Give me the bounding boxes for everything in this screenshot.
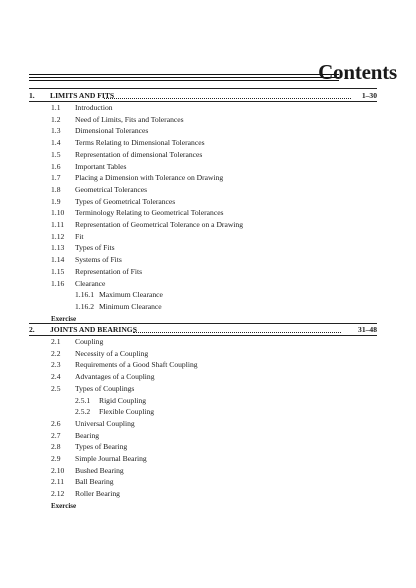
section-number: 2.6 xyxy=(51,418,61,428)
chapter-divider xyxy=(29,335,377,336)
section-title: Important Tables xyxy=(75,161,127,171)
section-title: Dimensional Tolerances xyxy=(75,126,149,136)
chapter-title: LIMITS AND FITS xyxy=(50,91,115,100)
section-number: 1.8 xyxy=(51,184,61,194)
section-title: Fit xyxy=(75,231,84,241)
chapter-divider xyxy=(29,101,377,102)
section-number: 2.11 xyxy=(51,477,65,487)
subsection-title: Maximum Clearance xyxy=(99,290,163,300)
chapter-number: 2. xyxy=(29,325,35,334)
chapter-title: JOINTS AND BEARINGS xyxy=(50,325,137,334)
section-number: 2.4 xyxy=(51,372,61,382)
section-title: Requirements of a Good Shaft Coupling xyxy=(75,360,198,370)
section-title: Advantages of a Coupling xyxy=(75,372,155,382)
section-title: Representation of Fits xyxy=(75,266,143,276)
section-title: Terms Relating to Dimensional Tolerances xyxy=(75,138,205,148)
header-rule-bottom xyxy=(29,80,339,81)
section-number: 2.12 xyxy=(51,489,65,499)
section-number: 1.4 xyxy=(51,138,61,148)
chapter-pages: 31–48 xyxy=(358,325,377,334)
chapter-divider xyxy=(29,323,377,324)
subsection-number: 2.5.2 xyxy=(75,407,91,417)
subsection-number: 1.16.2 xyxy=(75,301,94,311)
header-rule-top xyxy=(29,74,339,75)
section-title: Clearance xyxy=(75,278,106,288)
subsection-number: 1.16.1 xyxy=(75,290,94,300)
section-title: Ball Bearing xyxy=(75,477,114,487)
section-number: 2.9 xyxy=(51,454,61,463)
chapter-number: 1. xyxy=(29,91,35,100)
chapter-2-entry[interactable] xyxy=(29,325,377,335)
section-title: Systems of Fits xyxy=(75,255,122,265)
section-number: 1.16 xyxy=(51,278,65,288)
section-number: 1.13 xyxy=(51,243,65,253)
section-title: Representation of Geometrical Tolerance on a Drawing xyxy=(75,220,244,229)
subsection-title: Rigid Coupling xyxy=(99,395,147,405)
section-title: Bearing xyxy=(75,430,100,440)
section-number: 2.10 xyxy=(51,465,65,475)
chapter-pages: 1–30 xyxy=(361,91,377,100)
section-number: 1.10 xyxy=(51,208,65,218)
dot-leader xyxy=(133,332,341,333)
subsection-number: 2.5.1 xyxy=(75,395,91,405)
section-title: Geometrical Tolerances xyxy=(75,184,148,194)
section-title: Types of Fits xyxy=(75,243,115,253)
section-number: 2.5 xyxy=(51,383,61,393)
section-title: Bushed Bearing xyxy=(75,465,124,475)
exercise-entry[interactable]: Exercise xyxy=(51,501,77,510)
section-number: 1.11 xyxy=(51,220,65,229)
contents-header xyxy=(29,60,397,84)
section-number: 1.14 xyxy=(51,255,65,265)
section-number: 1.1 xyxy=(51,103,61,112)
section-title: Necessity of a Coupling xyxy=(75,348,149,358)
section-number: 1.12 xyxy=(51,231,65,241)
section-title: Simple Journal Bearing xyxy=(75,454,147,463)
subsection-title: Minimum Clearance xyxy=(99,301,162,311)
section-title: Types of Bearing xyxy=(75,442,128,452)
section-number: 1.3 xyxy=(51,126,61,136)
section-title: Types of Geometrical Tolerances xyxy=(75,196,176,206)
section-title: Coupling xyxy=(75,337,104,346)
dot-leader xyxy=(104,98,351,99)
section-number: 2.2 xyxy=(51,348,61,358)
section-title: Terminology Relating to Geometrical Tolerances xyxy=(75,208,224,218)
section-title: Universal Coupling xyxy=(75,418,135,428)
chapter-1-entry[interactable] xyxy=(29,91,377,101)
section-title: Introduction xyxy=(75,103,113,112)
exercise-entry[interactable]: Exercise xyxy=(51,314,77,323)
section-number: 1.15 xyxy=(51,266,65,276)
subsection-title: Flexible Coupling xyxy=(99,407,155,417)
page-title: Contents xyxy=(318,60,397,84)
section-number: 1.9 xyxy=(51,196,61,206)
section-title: Need of Limits, Fits and Tolerances xyxy=(75,114,184,124)
section-number: 2.3 xyxy=(51,360,61,370)
header-rule-middle xyxy=(29,77,339,78)
section-title: Placing a Dimension with Tolerance on Drawing xyxy=(75,173,224,183)
section-number: 1.6 xyxy=(51,161,61,171)
section-title: Representation of dimensional Tolerances xyxy=(75,149,203,159)
chapter-divider xyxy=(29,88,377,89)
section-number: 2.1 xyxy=(51,337,61,346)
section-number: 1.5 xyxy=(51,149,61,159)
section-title: Types of Couplings xyxy=(75,383,135,393)
section-number: 2.8 xyxy=(51,442,61,452)
section-title: Roller Bearing xyxy=(75,489,120,499)
section-number: 1.7 xyxy=(51,173,61,183)
section-number: 2.7 xyxy=(51,430,61,440)
section-number: 1.2 xyxy=(51,114,61,124)
